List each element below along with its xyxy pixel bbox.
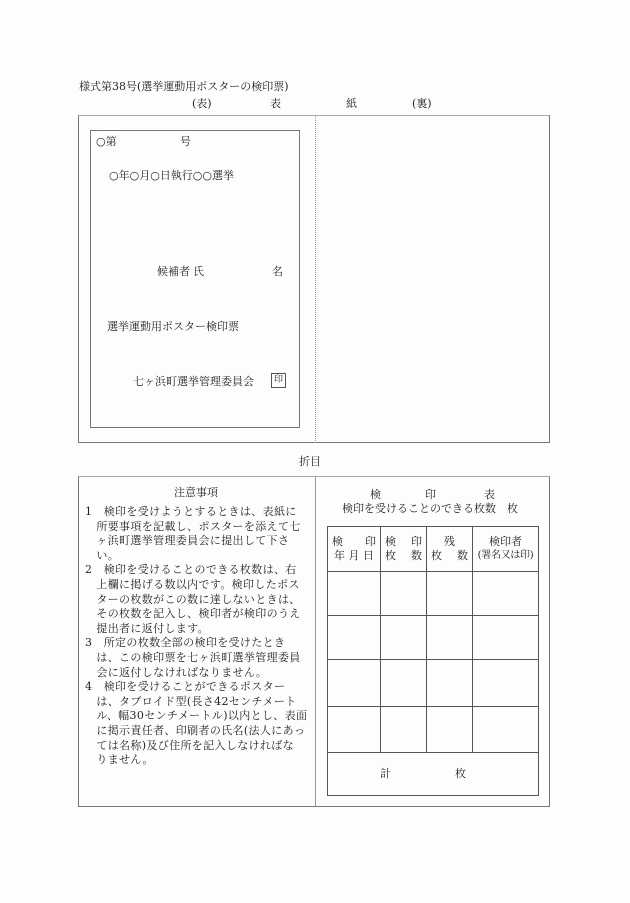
stamp-table-title-3: 表 (484, 488, 495, 501)
back-divider (315, 477, 316, 806)
note-line: 上欄に掲げる数以内です。検印したポス (85, 577, 300, 591)
note-line: 会に返付しなければなりません。 (85, 665, 268, 679)
card-ticket-title: 選挙運動用ポスター検印票 (107, 320, 239, 333)
note-line: 2 検印を受けることのできる枚数は、右 (85, 563, 297, 577)
header-text: 検 (332, 535, 343, 548)
note-line: その枚数を記入し、検印者が検印のうえ (85, 607, 301, 621)
table-cell[interactable] (381, 572, 427, 616)
header-text: 検 (385, 535, 396, 548)
header-text: 残 (444, 535, 455, 548)
table-row (328, 616, 539, 660)
stamp-table-title-2: 印 (425, 488, 436, 501)
header-text: 年 月 日 (334, 549, 374, 562)
stamp-table (327, 526, 539, 796)
table-cell[interactable] (328, 616, 381, 660)
header-text: 数 (457, 549, 468, 562)
note-line: は、タブロイド型(長さ42センチメート (85, 694, 297, 708)
table-cell[interactable] (473, 572, 539, 616)
total-label: 計 (380, 767, 391, 780)
card-candidate-name: 氏 (193, 265, 204, 278)
card-committee: 七ヶ浜町選挙管理委員会 (133, 375, 254, 388)
stamp-table-subtitle: 検印を受けることのできる枚数 枚 (342, 502, 518, 515)
note-line: 4 検印を受けることができるポスター (85, 680, 286, 694)
note-line: い。 (85, 548, 120, 562)
card-election: ○年○月○日執行○○選挙 (109, 169, 234, 182)
table-cell[interactable] (427, 707, 473, 753)
table-cell[interactable] (328, 572, 381, 616)
notes-list (85, 505, 310, 768)
total-unit: 枚 (455, 767, 466, 780)
cover-divider (315, 116, 316, 443)
card-number-prefix: ○第 (96, 135, 117, 148)
card-candidate-label: 候補者 (157, 265, 190, 278)
note-line: ターの枚数がこの数に達しないときは、 (85, 592, 301, 606)
fold-label: 折目 (299, 455, 321, 468)
total-cell[interactable] (328, 753, 539, 796)
header-text: 検印者 (489, 535, 522, 548)
note-line: 1 検印を受けようとするときは、表紙に (85, 505, 297, 518)
card-candidate-suffix: 名 (272, 265, 283, 278)
table-row (328, 707, 539, 753)
table-cell[interactable] (381, 660, 427, 707)
stamp-table-title-1: 検 (370, 488, 381, 501)
note-line: 3 所定の枚数全部の検印を受けたとき (85, 636, 286, 650)
header-text: 枚 (431, 549, 442, 562)
header-cover-label-1: 表 (270, 97, 281, 110)
stamp-table-header-row (328, 527, 539, 572)
table-cell[interactable] (473, 660, 539, 707)
note-line: は、この検印票を七ヶ浜町選挙管理委員 (85, 650, 301, 664)
header-text: (署名又は印) (477, 550, 534, 561)
note-line: 提出者に返付します。 (85, 621, 209, 635)
header-remaining-count (427, 527, 473, 572)
header-cover-label-2: 紙 (346, 97, 357, 110)
header-text: 印 (365, 535, 376, 548)
header-text: 数 (411, 549, 422, 562)
header-text: 枚 (385, 549, 396, 562)
total-row (328, 753, 539, 796)
notes-title: 注意事項 (174, 486, 218, 499)
table-cell[interactable] (473, 707, 539, 753)
note-line: りません。 (85, 753, 154, 767)
table-cell[interactable] (381, 707, 427, 753)
header-front-label: (表) (192, 97, 212, 110)
note-line: ヶ浜町選挙管理委員会に提出して下さ (85, 534, 290, 548)
table-row (328, 660, 539, 707)
table-cell[interactable] (328, 707, 381, 753)
table-cell[interactable] (427, 616, 473, 660)
table-cell[interactable] (427, 572, 473, 616)
table-row (328, 572, 539, 616)
header-back-label: (裏) (412, 97, 432, 110)
note-line: ル、幅30センチメートル)以内とし、表面 (85, 709, 308, 723)
header-text: 印 (411, 535, 422, 548)
table-cell[interactable] (473, 616, 539, 660)
table-cell[interactable] (427, 660, 473, 707)
note-line: 所要事項を記載し、ポスターを添えて七 (85, 519, 301, 533)
note-line: ては名称)及び住所を記入しなければな (85, 738, 294, 752)
seal-icon: 印 (271, 373, 286, 388)
form-title: 様式第38号(選挙運動用ポスターの検印票) (79, 80, 289, 93)
header-stamp-count (381, 527, 427, 572)
note-line: に掲示責任者、印刷者の氏名(法人にあっ (85, 723, 306, 737)
table-cell[interactable] (381, 616, 427, 660)
card-number-suffix: 号 (180, 135, 191, 148)
header-stamp-date (328, 527, 381, 572)
header-stamper (473, 527, 539, 572)
table-cell[interactable] (328, 660, 381, 707)
